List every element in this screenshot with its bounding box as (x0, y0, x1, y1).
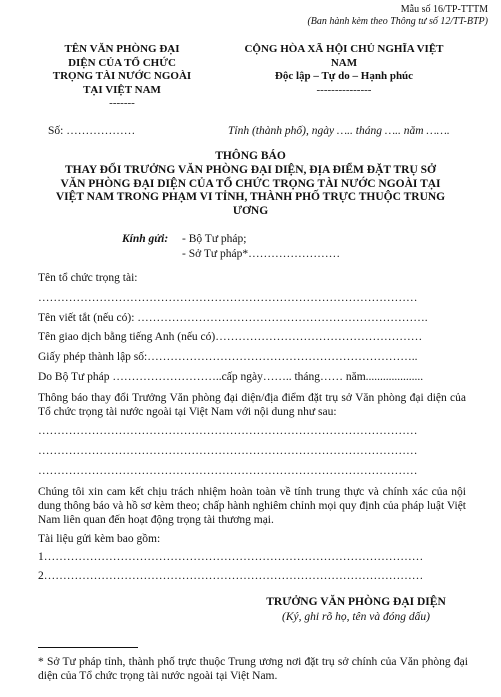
notice-title-line: THAY ĐỔI TRƯỞNG VĂN PHÒNG ĐẠI DIỆN, ĐỊA ĐIỂM ĐẶT TRỤ SỞ (64, 163, 437, 176)
office-name-line: TÊN VĂN PHÒNG ĐẠI (64, 43, 180, 55)
attachments-label: Tài liệu gửi kèm bao gồm: (38, 533, 161, 545)
notice-title-line: VĂN PHÒNG ĐẠI DIỆN CỦA TỔ CHỨC TRỌNG TÀI NƯỚC NGOÀI TẠI (60, 177, 441, 190)
attachment-line: 1……………………………………………………………………………………… (38, 551, 424, 563)
org-name-blank: ……………………………………………………………………………………… (38, 292, 418, 304)
office-name-block (30, 43, 214, 111)
notice-blank-line: ……………………………………………………………………………………… (38, 465, 418, 477)
notice-heading: THÔNG BÁO (215, 150, 286, 162)
footnote-divider (38, 647, 138, 648)
national-title-line: CỘNG HÒA XÃ HỘI CHỦ NGHĨA VIỆT (244, 43, 444, 55)
national-motto: Độc lập – Tự do – Hạnh phúc (274, 70, 414, 82)
notice-title (0, 150, 501, 219)
notice-blank-line: ……………………………………………………………………………………… (38, 425, 418, 437)
attachment-line: 2……………………………………………………………………………………… (38, 570, 424, 582)
license-number-field: Giấy phép thành lập số:…………………………………………………………….. (38, 351, 418, 363)
recipients-label: Kính gửi: (122, 233, 169, 245)
abbreviation-field: Tên viết tắt (nếu có): …………………………………………………………………. (38, 312, 428, 324)
notice-paragraph: Thông báo thay đổi Trưởng Văn phòng đại diện/địa điểm đặt trụ sở Văn phòng đại diện của Tổ chức trọng tài nước ngoài tại Việt Nam với nội dung như sau: (38, 392, 466, 418)
header-right-divider: --------------- (316, 83, 372, 96)
signature-title: TRƯỞNG VĂN PHÒNG ĐẠI DIỆN (266, 596, 446, 608)
office-name-line: TẠI VIỆT NAM (83, 83, 161, 96)
national-title-line: NAM (330, 56, 358, 69)
commitment-paragraph: Chúng tôi xin cam kết chịu trách nhiệm hoàn toàn về tính trung thực và chính xác của nội dung thông báo và hồ sơ kèm theo; chấp hành nghiêm chỉnh mọi quy định của pháp luật Việt Nam liên quan đến hoạt động trọng tài thương mại. (38, 486, 466, 526)
issuance-field: Do Bộ Tư pháp ………………………..cấp ngày…….. tháng…… năm.................... (38, 371, 424, 383)
header-left-divider: ------- (109, 97, 135, 109)
form-number: Mẫu số 16/TP-TTTM (400, 4, 488, 15)
recipient-department: - Sở Tư pháp*…………………… (182, 248, 341, 260)
office-name-line: DIỆN CỦA TỔ CHỨC (68, 56, 176, 69)
form-issued-note: (Ban hành kèm theo Thông tư số 12/TT-BTP) (307, 16, 488, 27)
org-name-label: Tên tổ chức trọng tài: (38, 272, 138, 284)
recipient-ministry: - Bộ Tư pháp; (182, 233, 247, 245)
place-date: Tỉnh (thành phố), ngày ….. tháng ….. năm ……. (228, 125, 450, 137)
notice-title-line: ƯƠNG (232, 205, 269, 218)
national-title-block (214, 43, 474, 97)
footnote: * Sở Tư pháp tỉnh, thành phố trực thuộc Trung ương nơi đặt trụ sở chính của Văn phòng đại diện của Tổ chức trọng tài nước ngoài tại Việt Nam. (38, 656, 468, 682)
signature-note: (Ký, ghi rõ họ, tên và đóng dấu) (282, 611, 430, 623)
notice-title-line: VIỆT NAM TRONG PHẠM VI TỈNH, THÀNH PHỐ TRỰC THUỘC TRUNG (55, 191, 446, 204)
document-number: Số: ……………… (48, 125, 136, 137)
office-name-line: TRỌNG TÀI NƯỚC NGOÀI (52, 70, 192, 82)
notice-blank-line: ……………………………………………………………………………………… (38, 445, 418, 457)
english-name-field: Tên giao dịch bằng tiếng Anh (nếu có)……………………………………………… (38, 331, 423, 343)
